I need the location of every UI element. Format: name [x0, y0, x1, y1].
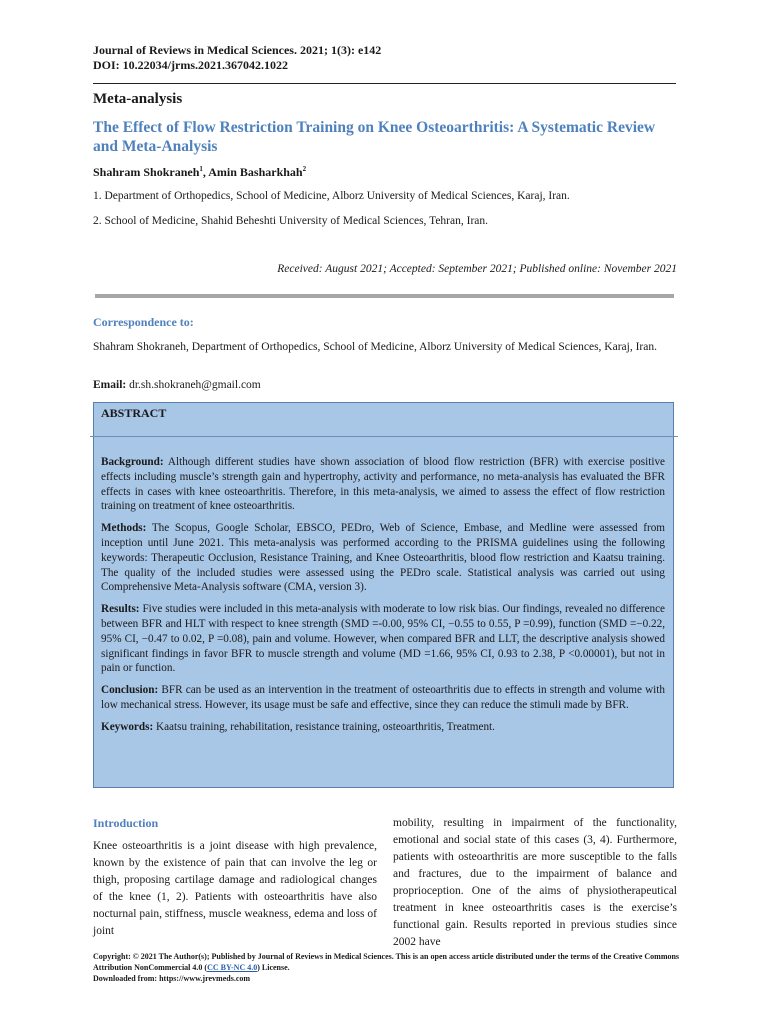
affiliation-1: 1. Department of Orthopedics, School of Medicine, Alborz University of Medical Sciences, Karaj, Iran. — [93, 190, 570, 202]
methods-text: The Scopus, Google Scholar, EBSCO, PEDro, Web of Science, Embase, and Medline were assessed from inception until June 2021. This meta-analysis was performed according to the PRISMA guidelines using the following keywords: Therapeutic Occlusion, Resistance Training, and Knee Osteoarthritis, blood flow restriction and Kaatsu training. The quality of the included studies were assessed using the PEDro scale. Statistical analysis was carried out using Comprehensive Meta-Analysis software (CMA, version 3). — [101, 522, 665, 594]
doi: DOI: 10.22034/jrms.2021.367042.1022 — [93, 58, 288, 72]
author-name: Shahram Shokraneh — [93, 165, 200, 179]
results-text: Five studies were included in this meta-analysis with moderate to low risk bias. Our findings, revealed no difference between BFR and HLT with respect to knee strength (SMD =-0.00, 95% CI, −0.55 to 0.55, P =0.99), function (SMD =−0.22, 95% CI, −0.47 to 0.02, P =0.08), pain and volume. However, when compared BFR and LLT, the descriptive analysis showed significant findings in favor BFR to muscle strength and volume (MD =1.66, 95% CI, 0.93 to 2.38, P <0.00001), but not in pain or function. — [101, 603, 665, 675]
keywords-text: Kaatsu training, rehabilitation, resistance training, osteoarthritis, Treatment. — [153, 720, 495, 733]
abstract-results — [101, 602, 665, 676]
article-type: Meta-analysis — [93, 91, 183, 107]
abstract-keywords — [101, 720, 665, 735]
downloaded-from: Downloaded from: https://www.jrevmeds.com — [93, 974, 251, 983]
article-title: The Effect of Flow Restriction Training on Knee Osteoarthritis: A Systematic Review and Meta-Analysis — [93, 119, 656, 155]
author-affiliation-number: 1 — [199, 165, 203, 173]
results-label: Results: — [101, 603, 140, 616]
methods-label: Methods: — [101, 522, 147, 535]
abstract-methods — [101, 521, 665, 595]
page-footer — [93, 951, 683, 984]
background-label: Background: — [101, 456, 164, 468]
journal-header — [93, 43, 683, 73]
author-separator: , — [202, 165, 209, 179]
abstract-conclusion — [101, 683, 665, 713]
header-divider — [93, 83, 676, 84]
copyright-text: Copyright: © 2021 The Author(s); Published by Journal of Reviews in Medical Sciences. This is an open access article distributed under the terms of the Creative Commons Attribution NonCommercial 4.0 ( — [93, 952, 680, 972]
email-label: Email: — [93, 379, 127, 391]
affiliation-2: 2. School of Medicine, Shahid Beheshti University of Medical Sciences, Tehran, Iran. — [93, 215, 488, 227]
author-name: Amin Basharkhah — [208, 165, 303, 179]
email-address[interactable]: dr.sh.shokraneh@gmail.com — [126, 379, 261, 391]
correspondence-heading: Correspondence to: — [93, 315, 194, 329]
publication-dates: Received: August 2021; Accepted: September 2021; Published online: November 2021 — [277, 263, 677, 275]
introduction-left-column: Knee osteoarthritis is a joint disease with high prevalence, known by the existence of pain that can involve the leg or thigh, proposing cartilage damage and radiological changes of the knee (1, 2). Patients with osteoarthritis have also nocturnal pain, stiffness, muscle weakness, edema and loss of joint — [93, 840, 377, 937]
author-affiliation-number: 2 — [302, 165, 307, 173]
copyright-notice — [93, 951, 683, 973]
keywords-label: Keywords: — [101, 720, 154, 733]
copyright-text-end: ) License. — [257, 963, 290, 972]
author-list — [93, 165, 306, 180]
introduction-heading: Introduction — [93, 816, 159, 830]
journal-citation: Journal of Reviews in Medical Sciences. 2021; 1(3): e142 — [93, 43, 382, 57]
introduction-right-column: mobility, resulting in impairment of the functionality, emotional and social state of this cases (3, 4). Furthermore, patients with osteoarthritis are more susceptible to the falls and fractures, due to the impairment of balance and proprioception. One of the aims of physiotherapeutical treatment in knee osteoarthritis cases is the exercise’s functional gain. Results reported in previous studies since 2002 have — [393, 817, 677, 948]
section-divider — [95, 294, 674, 298]
abstract-body — [101, 455, 665, 742]
license-link[interactable]: CC BY-NC 4.0 — [207, 963, 258, 972]
background-text: Although different studies have shown association of blood flow restriction (BFR) with exercise positive effects including muscle’s strength gain and hypertrophy, activity and performance, no meta-analysis has evaluated the BFR effects in cases with knee osteoarthritis. Therefore, in this meta-analysis, we aimed to assess the effect of flow restriction training on treatment of knee osteoarthritis. — [101, 456, 665, 513]
correspondence-text: Shahram Shokraneh, Department of Orthopedics, School of Medicine, Alborz University of Medical Sciences, Karaj, Iran. — [93, 341, 657, 353]
conclusion-text: BFR can be used as an intervention in the treatment of osteoarthritis due to effects in strength and volume with low mechanical stress. However, its usage must be safe and effective, since they can reduce the stimuli made by BFR. — [101, 684, 665, 711]
correspondence-email — [93, 379, 261, 391]
conclusion-label: Conclusion: — [101, 684, 159, 697]
abstract-box — [93, 402, 674, 788]
abstract-background — [101, 455, 665, 514]
abstract-divider — [90, 436, 678, 437]
abstract-heading: ABSTRACT — [101, 406, 167, 420]
